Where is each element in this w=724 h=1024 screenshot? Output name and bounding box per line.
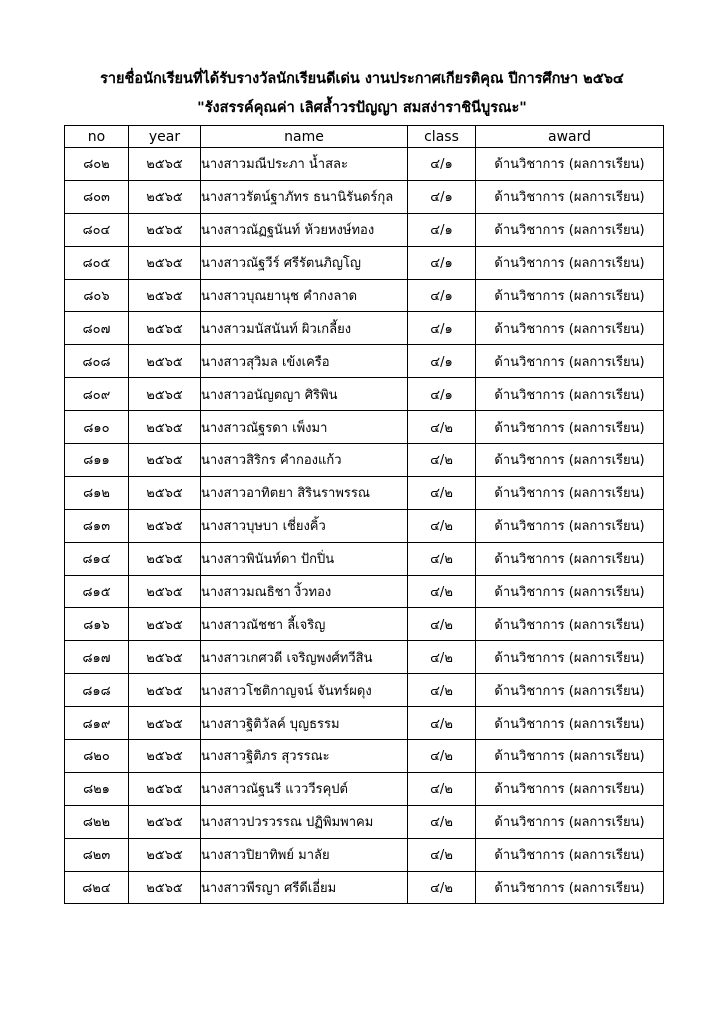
cell-name: นางสาวบุษบา เชี่ยงคิ้ว [201,509,408,542]
cell-no: ๘๑๑ [65,444,129,477]
cell-award: ด้านวิชาการ (ผลการเรียน) [476,180,664,213]
cell-no: ๘๒๔ [65,871,129,904]
table-row [65,871,664,904]
cell-name: นางสาวณัฐรดา เพ็งมา [201,411,408,444]
cell-class: ๔/๒ [408,641,476,674]
cell-no: ๘๒๒ [65,805,129,838]
cell-award: ด้านวิชาการ (ผลการเรียน) [476,345,664,378]
cell-award: ด้านวิชาการ (ผลการเรียน) [476,542,664,575]
cell-name: นางสาวรัตน์ฐาภัทร ธนานิรันดร์กุล [201,180,408,213]
table-row [65,148,664,181]
cell-class: ๔/๒ [408,871,476,904]
cell-name: นางสาวมณธิชา งิ้วทอง [201,575,408,608]
table-row [65,772,664,805]
cell-name: นางสาวพีรญา ศรีดีเอี่ยม [201,871,408,904]
cell-no: ๘๑๐ [65,411,129,444]
table-row [65,838,664,871]
cell-class: ๔/๑ [408,378,476,411]
header-no: no [65,126,129,148]
cell-year: ๒๕๖๕ [129,542,201,575]
cell-award: ด้านวิชาการ (ผลการเรียน) [476,608,664,641]
cell-year: ๒๕๖๕ [129,805,201,838]
table-row [65,279,664,312]
cell-no: ๘๐๙ [65,378,129,411]
table-row [65,476,664,509]
cell-name: นางสาวโชติกาญจน์ จันทร์ผดุง [201,674,408,707]
cell-no: ๘๒๓ [65,838,129,871]
cell-name: นางสาวมนัสนันท์ ผิวเกลี้ยง [201,312,408,345]
cell-year: ๒๕๖๕ [129,411,201,444]
cell-year: ๒๕๖๕ [129,871,201,904]
cell-class: ๔/๒ [408,674,476,707]
cell-name: นางสาวฐิติวัลค์ บุญธรรม [201,707,408,740]
cell-award: ด้านวิชาการ (ผลการเรียน) [476,805,664,838]
cell-award: ด้านวิชาการ (ผลการเรียน) [476,444,664,477]
cell-award: ด้านวิชาการ (ผลการเรียน) [476,838,664,871]
table-row [65,641,664,674]
cell-class: ๔/๒ [408,707,476,740]
cell-class: ๔/๒ [408,476,476,509]
cell-no: ๘๑๘ [65,674,129,707]
cell-name: นางสาวฐิติภร สุวรรณะ [201,740,408,773]
cell-class: ๔/๒ [408,772,476,805]
cell-name: นางสาวปวรวรรณ ปฏิพิมพาคม [201,805,408,838]
cell-name: นางสาวมณีประภา น้ำสละ [201,148,408,181]
cell-no: ๘๐๕ [65,246,129,279]
cell-no: ๘๐๖ [65,279,129,312]
cell-year: ๒๕๖๕ [129,740,201,773]
cell-class: ๔/๑ [408,312,476,345]
cell-award: ด้านวิชาการ (ผลการเรียน) [476,674,664,707]
cell-year: ๒๕๖๕ [129,476,201,509]
cell-year: ๒๕๖๕ [129,641,201,674]
document-title: รายชื่อนักเรียนที่ได้รับรางวัลนักเรียนดีเด่น งานประกาศเกียรติคุณ ปีการศึกษา ๒๕๖๔ [100,71,624,87]
table-row [65,345,664,378]
table-body [65,148,664,904]
cell-class: ๔/๒ [408,542,476,575]
cell-name: นางสาวสิริกร คำกองแก้ว [201,444,408,477]
cell-no: ๘๑๔ [65,542,129,575]
cell-class: ๔/๑ [408,279,476,312]
cell-year: ๒๕๖๕ [129,608,201,641]
cell-award: ด้านวิชาการ (ผลการเรียน) [476,411,664,444]
cell-award: ด้านวิชาการ (ผลการเรียน) [476,279,664,312]
table-row [65,674,664,707]
cell-name: นางสาวณัฏฐนันท์ ห้วยหงษ์ทอง [201,213,408,246]
cell-year: ๒๕๖๕ [129,312,201,345]
table-row [65,411,664,444]
cell-no: ๘๑๓ [65,509,129,542]
cell-class: ๔/๒ [408,575,476,608]
cell-class: ๔/๑ [408,213,476,246]
cell-name: นางสาวณัชชา ลี้เจริญ [201,608,408,641]
cell-year: ๒๕๖๕ [129,707,201,740]
cell-class: ๔/๑ [408,246,476,279]
cell-name: นางสาวปิยาทิพย์ มาลัย [201,838,408,871]
table-row [65,740,664,773]
cell-class: ๔/๒ [408,838,476,871]
cell-no: ๘๑๗ [65,641,129,674]
cell-name: นางสาวบุณยานุช คำกงลาด [201,279,408,312]
table-row [65,575,664,608]
cell-award: ด้านวิชาการ (ผลการเรียน) [476,148,664,181]
cell-no: ๘๐๔ [65,213,129,246]
cell-award: ด้านวิชาการ (ผลการเรียน) [476,641,664,674]
cell-year: ๒๕๖๕ [129,148,201,181]
cell-award: ด้านวิชาการ (ผลการเรียน) [476,509,664,542]
table-row [65,312,664,345]
table-row [65,805,664,838]
cell-year: ๒๕๖๕ [129,279,201,312]
cell-no: ๘๐๒ [65,148,129,181]
cell-class: ๔/๑ [408,345,476,378]
cell-no: ๘๑๖ [65,608,129,641]
cell-no: ๘๐๗ [65,312,129,345]
cell-class: ๔/๒ [408,740,476,773]
table-row [65,246,664,279]
cell-award: ด้านวิชาการ (ผลการเรียน) [476,707,664,740]
header-year: year [129,126,201,148]
cell-no: ๘๒๐ [65,740,129,773]
cell-class: ๔/๒ [408,509,476,542]
cell-class: ๔/๒ [408,608,476,641]
cell-no: ๘๑๕ [65,575,129,608]
cell-award: ด้านวิชาการ (ผลการเรียน) [476,871,664,904]
cell-class: ๔/๒ [408,805,476,838]
header-row [65,126,664,148]
cell-award: ด้านวิชาการ (ผลการเรียน) [476,476,664,509]
cell-class: ๔/๒ [408,444,476,477]
cell-award: ด้านวิชาการ (ผลการเรียน) [476,312,664,345]
cell-class: ๔/๑ [408,180,476,213]
cell-year: ๒๕๖๕ [129,674,201,707]
cell-award: ด้านวิชาการ (ผลการเรียน) [476,378,664,411]
cell-year: ๒๕๖๕ [129,509,201,542]
table-row [65,378,664,411]
table-row [65,509,664,542]
cell-name: นางสาวณัฐนรี แวววีรคุปต์ [201,772,408,805]
cell-year: ๒๕๖๕ [129,772,201,805]
cell-award: ด้านวิชาการ (ผลการเรียน) [476,246,664,279]
cell-name: นางสาวณัฐวีร์ ศรีรัตนภิญโญ [201,246,408,279]
cell-year: ๒๕๖๕ [129,838,201,871]
table-row [65,444,664,477]
cell-name: นางสาวอาทิตยา สิรินราพรรณ [201,476,408,509]
table-row [65,707,664,740]
cell-name: นางสาวอนัญตญา ศิริพิน [201,378,408,411]
cell-name: นางสาวพินันท์ดา ปักปิ่น [201,542,408,575]
award-table [64,125,664,904]
cell-year: ๒๕๖๕ [129,180,201,213]
table-row [65,213,664,246]
cell-award: ด้านวิชาการ (ผลการเรียน) [476,575,664,608]
cell-award: ด้านวิชาการ (ผลการเรียน) [476,740,664,773]
cell-name: นางสาวสุวิมล เข้งเครือ [201,345,408,378]
table-row [65,608,664,641]
table-row [65,542,664,575]
cell-no: ๘๐๘ [65,345,129,378]
cell-year: ๒๕๖๕ [129,246,201,279]
table-header [65,126,664,148]
cell-year: ๒๕๖๕ [129,444,201,477]
header-award: award [476,126,664,148]
cell-class: ๔/๒ [408,411,476,444]
cell-no: ๘๑๒ [65,476,129,509]
header-name: name [201,126,408,148]
cell-no: ๘๑๙ [65,707,129,740]
header-class: class [408,126,476,148]
document-subtitle: "รังสรรค์คุณค่า เลิศล้ำวรปัญญา สมสง่าราชินีบูรณะ" [197,100,527,116]
cell-class: ๔/๑ [408,148,476,181]
cell-award: ด้านวิชาการ (ผลการเรียน) [476,772,664,805]
cell-no: ๘๒๑ [65,772,129,805]
cell-year: ๒๕๖๕ [129,378,201,411]
cell-award: ด้านวิชาการ (ผลการเรียน) [476,213,664,246]
cell-year: ๒๕๖๕ [129,213,201,246]
cell-year: ๒๕๖๕ [129,345,201,378]
cell-no: ๘๐๓ [65,180,129,213]
cell-name: นางสาวเกศวดี เจริญพงศ์ทวีสิน [201,641,408,674]
cell-year: ๒๕๖๕ [129,575,201,608]
table-row [65,180,664,213]
